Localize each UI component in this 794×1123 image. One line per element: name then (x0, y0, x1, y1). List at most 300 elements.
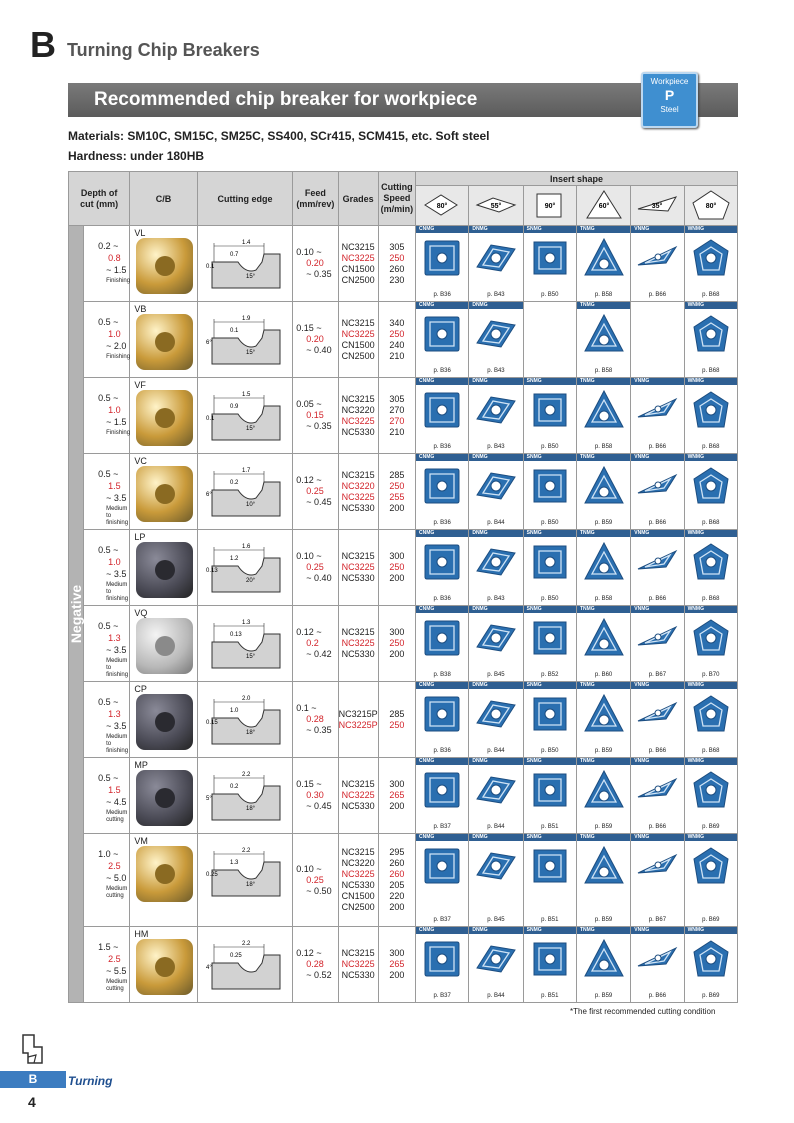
insert-image (421, 938, 463, 982)
insert-designation: CNMG (416, 302, 468, 309)
insert-shape-cell[interactable] (469, 226, 523, 302)
doc-value: 1.5 ~ (98, 942, 119, 952)
grade-name: NC3225 (341, 959, 375, 969)
edge-dimension: 0.1 (229, 328, 239, 334)
page-reference-link[interactable]: p. B70 (702, 672, 720, 678)
chip-breaker-name: CP (134, 684, 147, 694)
doc-value: 2.5 (108, 954, 121, 964)
shape-header-3 (576, 186, 630, 226)
grade-name: CN1500 (341, 891, 375, 901)
cutting-edge-cell (197, 682, 293, 758)
insert-shape-cell[interactable] (469, 834, 523, 927)
insert-shape-cell[interactable] (631, 758, 684, 834)
insert-hole (155, 560, 175, 580)
insert-hole (155, 484, 175, 504)
insert-vnmg-icon (636, 389, 678, 431)
insert-shape-cell[interactable] (469, 927, 523, 1003)
shape-header-angle: 80° (705, 202, 717, 210)
footer-tab[interactable]: B (28, 1072, 38, 1086)
insert-shape-cell[interactable] (469, 302, 523, 378)
depth-of-cut (84, 682, 130, 758)
edge-dimension: 2.2 (241, 941, 251, 947)
feed-value: 0.12 ~ (296, 627, 322, 637)
insert-shape-cell[interactable] (416, 454, 469, 530)
speed-value: 255 (389, 491, 405, 502)
insert-shape-cell[interactable] (576, 682, 630, 758)
insert-shape-cell[interactable] (523, 454, 576, 530)
insert-image (636, 237, 678, 281)
insert-shape-cell[interactable] (416, 834, 469, 927)
insert-designation: WNMG (685, 927, 737, 934)
edge-dimension: 0.1 (205, 416, 215, 422)
insert-hole (155, 788, 175, 808)
insert-image (421, 389, 463, 433)
insert-shape-cell[interactable] (416, 606, 469, 682)
page-reference-link[interactable]: p. B58 (594, 444, 613, 450)
feed-value: 0.05 ~ (296, 399, 322, 409)
table-row (69, 834, 738, 927)
shape-header-icon-5 (686, 187, 736, 223)
speed-value: 285 (389, 708, 405, 719)
doc-value: 0.5 ~ (98, 393, 119, 403)
edge-dimension: 18° (245, 730, 255, 736)
insert-shape-cell[interactable] (469, 378, 523, 454)
insert-shape-cell[interactable] (631, 378, 684, 454)
insert-image (475, 541, 517, 585)
insert-designation: SNMG (524, 758, 576, 765)
grade-name: NC5330 (341, 801, 375, 811)
page-reference-link[interactable]: p. B50 (541, 444, 559, 450)
page-reference-link[interactable]: p. B45 (487, 917, 505, 923)
insert-shape-cell[interactable] (416, 302, 469, 378)
page-reference-link[interactable]: p. B59 (594, 748, 613, 754)
speed-value: 200 (389, 573, 405, 583)
page-reference-link[interactable]: p. B67 (648, 917, 667, 923)
page-reference-link[interactable]: p. B66 (648, 748, 667, 754)
insert-shape-cell[interactable] (684, 530, 737, 606)
feed-value: 0.1 ~ (296, 703, 317, 713)
grades-cell (338, 834, 378, 927)
insert-image (636, 389, 678, 433)
insert-shape-cell[interactable] (469, 530, 523, 606)
doc-value: 1.5 (108, 785, 121, 795)
grade-name: NC3220 (341, 480, 375, 491)
doc-value: 1.5 (108, 481, 121, 491)
doc-value: 1.3 (108, 709, 121, 719)
page-reference-link[interactable]: p. B44 (487, 748, 505, 754)
feed-cell (293, 682, 338, 758)
insert-shape-cell[interactable] (684, 834, 737, 927)
page-reference-link[interactable]: p. B51 (541, 824, 559, 830)
insert-shape-cell[interactable] (631, 834, 684, 927)
page-reference-link[interactable]: p. B37 (433, 917, 451, 923)
doc-value: 0.5 ~ (98, 469, 119, 479)
speed-value: 250 (389, 562, 405, 572)
insert-image (690, 541, 732, 585)
speed-value: 340 (389, 317, 405, 328)
insert-shape-cell[interactable] (523, 834, 576, 927)
page-reference-link[interactable]: p. B68 (702, 292, 720, 298)
speed-value: 250 (389, 480, 405, 491)
insert-designation: SNMG (524, 530, 576, 537)
page-reference-link[interactable]: p. B59 (594, 520, 613, 526)
page-reference-link[interactable]: p. B50 (541, 292, 559, 298)
speed-value: 305 (389, 241, 405, 252)
insert-photo (136, 939, 193, 995)
insert-shape-cell[interactable] (576, 606, 630, 682)
insert-wnmg-icon (690, 237, 732, 279)
insert-shape-cell[interactable] (576, 378, 630, 454)
page-reference-link[interactable]: p. B60 (594, 672, 613, 678)
chip-breaker-name: HM (134, 929, 149, 939)
page-reference-link[interactable]: p. B66 (648, 993, 667, 999)
application-label: Finishing (106, 430, 131, 436)
page-reference-link[interactable]: p. B66 (648, 444, 667, 450)
cutting-edge-profile (202, 308, 288, 368)
page-reference-link[interactable]: p. B44 (487, 824, 505, 830)
insert-shape-cell[interactable] (576, 834, 630, 927)
insert-photo (136, 770, 193, 826)
doc-value: ~ 5.5 (106, 966, 127, 976)
insert-shape-cell[interactable] (684, 682, 737, 758)
feed-cell (293, 378, 338, 454)
depth-of-cut (84, 758, 130, 834)
chip-breaker-name: VM (134, 836, 148, 846)
grade-name: NC3215 (341, 317, 375, 328)
doc-value: 2.5 (108, 861, 121, 871)
speed-value: 200 (389, 502, 405, 513)
edge-dimension: 15° (245, 274, 255, 280)
insert-cnmg-icon (421, 769, 463, 811)
page-reference-link[interactable]: p. B43 (487, 368, 505, 374)
edge-dimension: 2.2 (241, 772, 251, 778)
insert-shape-cell[interactable] (576, 758, 630, 834)
feed-cell (293, 758, 338, 834)
chip-breaker-name: VQ (134, 608, 148, 618)
insert-designation: VNMG (631, 454, 683, 461)
edge-dimension: 6° (205, 340, 212, 346)
insert-image (583, 389, 625, 433)
edge-dimension: 1.6 (241, 544, 251, 550)
insert-shape-cell[interactable] (416, 927, 469, 1003)
insert-shape-cell[interactable] (416, 226, 469, 302)
insert-image (583, 617, 625, 661)
insert-image (529, 693, 571, 737)
insert-image (421, 465, 463, 509)
shape-header-2 (523, 186, 576, 226)
cutting-edge-profile (202, 536, 288, 596)
edge-dimension: 2.0 (241, 696, 251, 702)
grade-name: NC3215 (341, 627, 375, 637)
page-reference-link[interactable]: p. B36 (433, 520, 451, 526)
feed-cell (293, 226, 338, 302)
insert-image (475, 313, 517, 357)
speed-value: 260 (389, 263, 405, 274)
application-label: Finishing (106, 354, 131, 360)
cutting-edge-cell (197, 927, 293, 1003)
insert-shape-cell[interactable] (631, 606, 684, 682)
page-reference-link[interactable]: p. B68 (702, 444, 720, 450)
insert-shape-cell[interactable] (684, 378, 737, 454)
doc-value: 1.0 (108, 329, 121, 339)
page-reference-link[interactable]: p. B68 (702, 368, 720, 374)
page-reference-link[interactable]: p. B59 (594, 824, 613, 830)
insert-shape-cell[interactable] (684, 454, 737, 530)
insert-shape-cell[interactable] (684, 927, 737, 1003)
page-reference-link[interactable]: p. B37 (433, 824, 451, 830)
grade-name: NC3215 (341, 393, 375, 404)
chip-breaker-name: VL (134, 228, 146, 238)
page-reference-link[interactable]: p. B50 (541, 520, 559, 526)
page-reference-link[interactable]: p. B36 (433, 748, 451, 754)
insert-designation: TNMG (577, 927, 630, 934)
chip-breaker-cell (130, 758, 197, 834)
speed-cell (378, 302, 415, 378)
negative-side-label (69, 226, 84, 1003)
page-reference-link[interactable]: p. B36 (433, 596, 451, 602)
doc-value: ~ 3.5 (106, 721, 127, 731)
page-reference-link[interactable]: p. B45 (487, 672, 505, 678)
insert-image (583, 237, 625, 281)
page-reference-link[interactable]: p. B43 (487, 444, 505, 450)
page-reference-link[interactable]: p. B67 (648, 672, 667, 678)
insert-shape-cell[interactable] (684, 758, 737, 834)
cutting-edge-profile (202, 840, 288, 900)
page-reference-link[interactable]: p. B44 (487, 520, 505, 526)
doc-value: 1.0 ~ (98, 849, 119, 859)
cutting-edge-profile (202, 688, 288, 748)
speed-value: 200 (389, 801, 405, 811)
insert-image (690, 237, 732, 281)
grades-cell (338, 378, 378, 454)
page-reference-link[interactable]: p. B66 (648, 292, 667, 298)
page-reference-link[interactable]: p. B43 (487, 596, 505, 602)
insert-image (475, 617, 517, 661)
insert-wnmg-icon (690, 389, 732, 431)
banner (68, 83, 738, 117)
insert-designation: WNMG (685, 302, 737, 309)
page-reference-link[interactable]: p. B50 (541, 596, 559, 602)
insert-designation: CNMG (416, 378, 468, 385)
insert-shape-cell[interactable] (523, 530, 576, 606)
feed-value: ~ 0.35 (306, 421, 332, 431)
insert-image (421, 237, 463, 281)
insert-designation: TNMG (577, 530, 630, 537)
insert-photo (136, 314, 193, 370)
hardness-line: Hardness: under 180HB (68, 149, 205, 163)
insert-image (690, 938, 732, 982)
feed-value: ~ 0.42 (306, 649, 332, 659)
page-reference-link[interactable]: p. B59 (594, 917, 613, 923)
speed-value: 200 (389, 902, 405, 912)
page-reference-link[interactable]: p. B43 (487, 292, 505, 298)
doc-value: 0.5 ~ (98, 545, 119, 555)
insert-shape-cell[interactable] (576, 454, 630, 530)
page-reference-link[interactable]: p. B51 (541, 993, 559, 999)
table-row (69, 454, 738, 530)
page-reference-link[interactable]: p. B68 (702, 520, 720, 526)
page-reference-link[interactable]: p. B58 (594, 596, 613, 602)
insert-shape-cell[interactable] (576, 226, 630, 302)
shape-header-icon-0 (417, 187, 467, 223)
edge-dimension: 1.4 (241, 240, 251, 246)
grades-cell (338, 454, 378, 530)
insert-designation: CNMG (416, 758, 468, 765)
edge-dimension: 6° (205, 492, 212, 498)
insert-designation: TNMG (577, 302, 630, 309)
insert-shape-cell[interactable] (469, 758, 523, 834)
shape-header-angle: 60° (598, 202, 609, 210)
speed-value: 285 (389, 469, 405, 480)
insert-shape-cell[interactable] (416, 378, 469, 454)
feed-value: 0.25 (306, 562, 324, 572)
insert-shape-cell[interactable] (684, 226, 737, 302)
page-reference-link[interactable]: p. B69 (702, 917, 720, 923)
insert-designation: VNMG (631, 682, 683, 689)
cutting-edge-cell (197, 530, 293, 606)
insert-vnmg-icon (636, 845, 678, 887)
speed-cell (378, 530, 415, 606)
page-reference-link[interactable]: p. B36 (433, 444, 451, 450)
insert-hole (155, 636, 175, 656)
insert-photo (136, 390, 193, 446)
chip-breaker-name: LP (134, 532, 146, 542)
chip-breaker-name: VB (134, 304, 147, 314)
doc-value: ~ 2.0 (106, 341, 127, 351)
edge-dimension: 15° (245, 426, 255, 432)
insert-shape-cell[interactable] (631, 682, 684, 758)
insert-hole (155, 408, 175, 428)
page-reference-link[interactable]: p. B68 (702, 596, 720, 602)
page-reference-link[interactable]: p. B51 (541, 917, 559, 923)
edge-dimension: 0.2 (229, 784, 239, 790)
insert-snmg-icon (529, 769, 571, 811)
insert-shape-cell[interactable] (523, 378, 576, 454)
insert-shape-cell[interactable] (469, 606, 523, 682)
shape-header-4 (631, 186, 684, 226)
page-reference-link[interactable]: p. B69 (702, 993, 720, 999)
insert-shape-cell[interactable] (523, 682, 576, 758)
insert-shape-cell[interactable] (576, 927, 630, 1003)
insert-image (421, 693, 463, 737)
edge-dimension: 5° (205, 796, 212, 802)
page-reference-link[interactable]: p. B50 (541, 748, 559, 754)
insert-cnmg-icon (421, 617, 463, 659)
speed-cell (378, 758, 415, 834)
chip-breaker-cell (130, 530, 197, 606)
insert-tnmg-icon (583, 769, 625, 811)
insert-shape-cell[interactable] (576, 302, 630, 378)
insert-shape-cell[interactable] (469, 454, 523, 530)
doc-value: 0.5 ~ (98, 773, 119, 783)
depth-of-cut (84, 226, 130, 302)
page-reference-link[interactable]: p. B66 (648, 520, 667, 526)
grade-name: NC5330 (341, 426, 375, 437)
page-reference-link[interactable]: p. B38 (433, 672, 451, 678)
edge-dimension: 1.3 (241, 620, 251, 626)
insert-photo (136, 238, 193, 294)
insert-wnmg-icon (690, 617, 732, 659)
insert-shape-cell[interactable] (523, 758, 576, 834)
insert-shape-cell[interactable] (576, 530, 630, 606)
page-reference-link[interactable]: p. B59 (594, 993, 613, 999)
insert-shape-cell[interactable] (523, 927, 576, 1003)
insert-dnmg-icon (475, 693, 517, 735)
page-reference-link[interactable]: p. B52 (541, 672, 559, 678)
insert-shape-cell[interactable] (416, 682, 469, 758)
edge-dimension: 1.2 (229, 556, 239, 562)
speed-cell (378, 378, 415, 454)
insert-dnmg-icon (475, 938, 517, 980)
page-reference-link[interactable]: p. B66 (648, 596, 667, 602)
header-cb: C/B (130, 172, 197, 226)
shape-header-angle: 35° (652, 202, 663, 210)
insert-shape-cell[interactable] (631, 927, 684, 1003)
insert-wnmg-icon (690, 541, 732, 583)
insert-shape-cell[interactable] (523, 226, 576, 302)
feed-value: 0.25 (306, 874, 324, 885)
footnote: *The first recommended cutting condition (570, 1007, 716, 1016)
grades-cell (338, 758, 378, 834)
insert-shape-cell[interactable] (631, 530, 684, 606)
speed-value: 300 (389, 551, 405, 561)
insert-shape-cell[interactable] (416, 758, 469, 834)
edge-dimension: 18° (245, 882, 255, 888)
insert-shape-cell[interactable] (416, 530, 469, 606)
insert-designation: TNMG (577, 454, 630, 461)
insert-designation: WNMG (685, 682, 737, 689)
cutting-edge-cell (197, 758, 293, 834)
table-row (69, 927, 738, 1003)
edge-dimension: 15° (245, 654, 255, 660)
page-reference-link[interactable]: p. B37 (433, 993, 451, 999)
grade-name: NC3225 (341, 562, 375, 572)
speed-value: 265 (389, 790, 405, 800)
speed-cell (378, 834, 415, 927)
insert-designation: DNMG (469, 682, 522, 689)
edge-dimension: 1.0 (229, 708, 239, 714)
insert-shape-cell[interactable] (684, 606, 737, 682)
page-reference-link[interactable]: p. B58 (594, 368, 613, 374)
grade-name: CN2500 (341, 350, 375, 361)
application-label: Medium to finishing (106, 506, 129, 526)
grade-name: CN1500 (341, 263, 375, 274)
cutting-edge-cell (197, 834, 293, 927)
page-reference-link[interactable]: p. B69 (702, 824, 720, 830)
page-reference-link[interactable]: p. B58 (594, 292, 613, 298)
depth-of-cut (84, 302, 130, 378)
insert-shape-cell[interactable] (469, 682, 523, 758)
doc-value: ~ 4.5 (106, 797, 127, 807)
insert-shape-cell[interactable] (684, 302, 737, 378)
page-number: 4 (28, 1094, 36, 1110)
page-reference-link[interactable]: p. B68 (702, 748, 720, 754)
chip-breaker-name: MP (134, 760, 148, 770)
page-reference-link[interactable]: p. B66 (648, 824, 667, 830)
insert-cnmg-icon (421, 938, 463, 980)
feed-value: ~ 0.45 (306, 801, 332, 811)
insert-shape-cell[interactable] (631, 454, 684, 530)
insert-shape-cell[interactable] (523, 606, 576, 682)
insert-shape-cell[interactable] (631, 226, 684, 302)
insert-designation: CNMG (416, 682, 468, 689)
page-reference-link[interactable]: p. B36 (433, 368, 451, 374)
grades-cell (338, 606, 378, 682)
page-reference-link[interactable]: p. B44 (487, 993, 505, 999)
feed-value: ~ 0.35 (306, 269, 332, 279)
page-reference-link[interactable]: p. B36 (433, 292, 451, 298)
grade-name: NC5330 (341, 649, 375, 659)
